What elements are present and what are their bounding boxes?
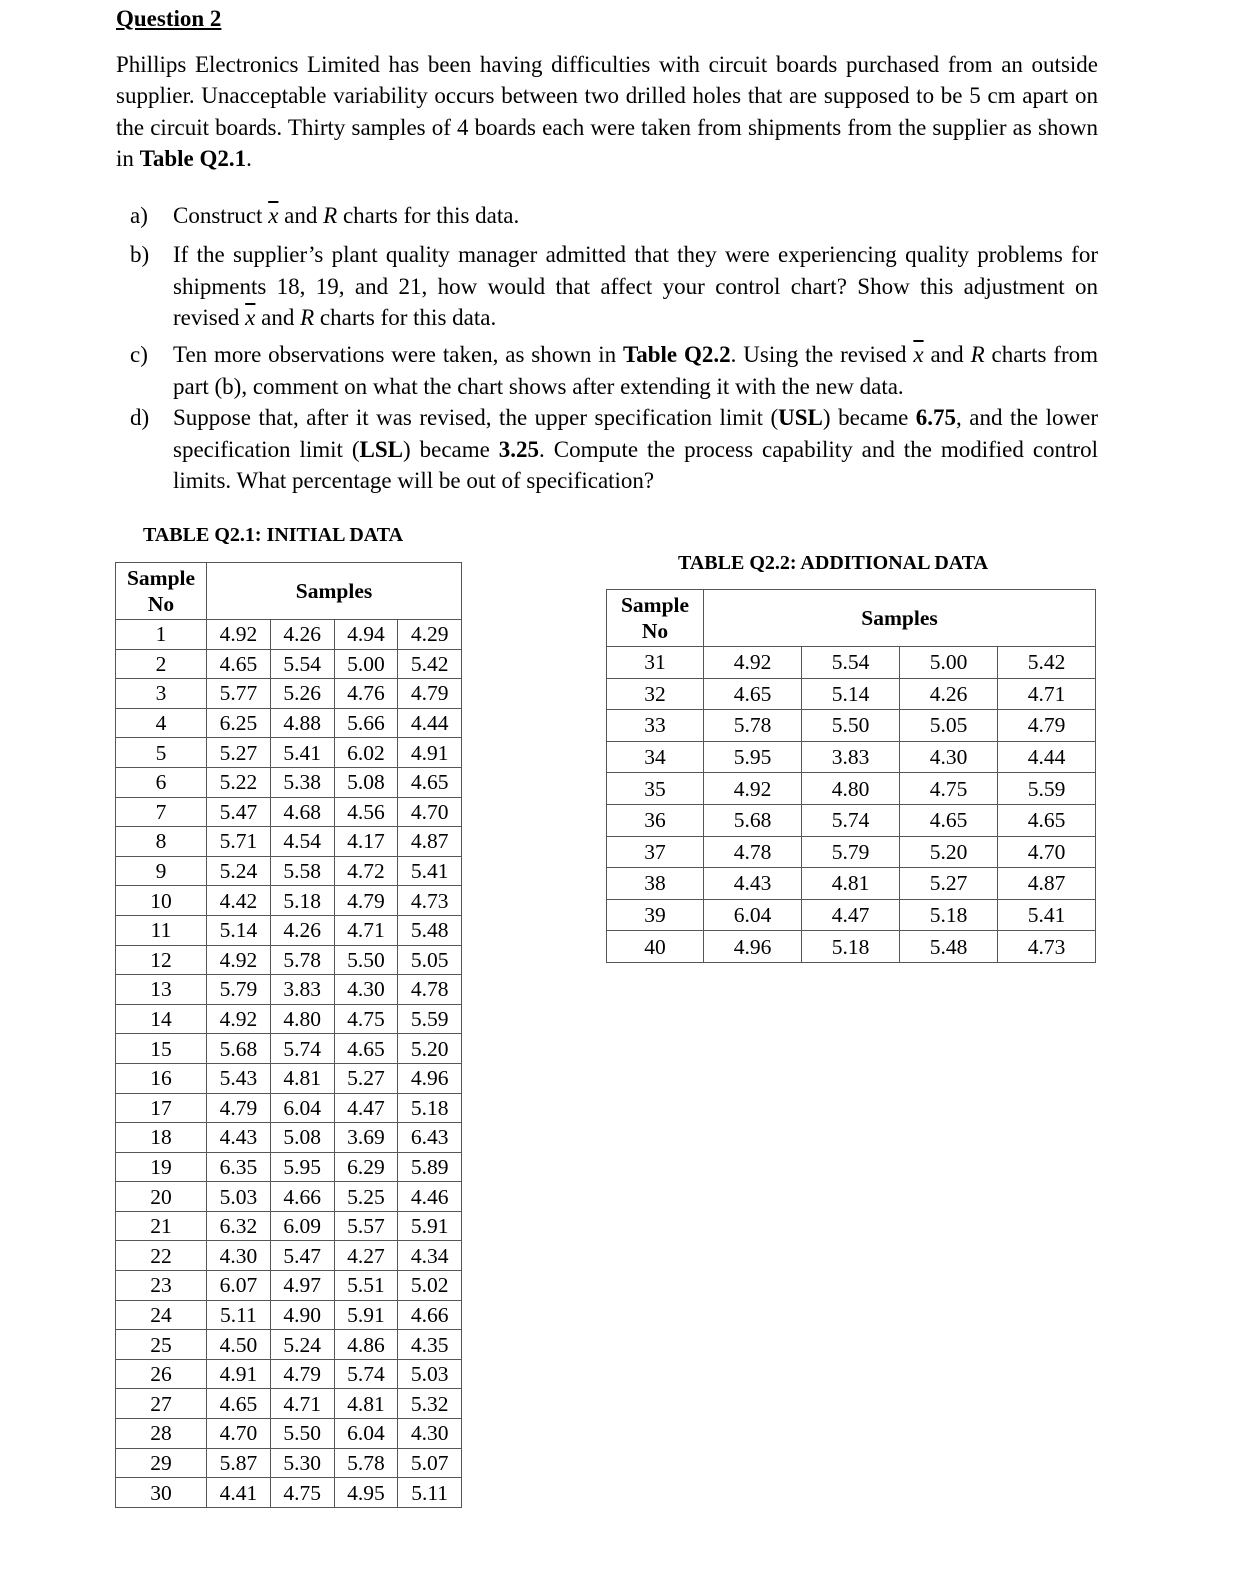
measurement-cell: 4.81 bbox=[270, 1063, 334, 1093]
sample-number: 10 bbox=[116, 886, 207, 916]
measurement-cell: 4.34 bbox=[398, 1241, 462, 1271]
sample-number: 15 bbox=[116, 1034, 207, 1064]
sample-number: 6 bbox=[116, 767, 207, 797]
table-row bbox=[116, 1063, 462, 1093]
measurement-cell: 5.07 bbox=[398, 1448, 462, 1478]
measurement-cell: 5.20 bbox=[398, 1034, 462, 1064]
measurement-cell: 4.78 bbox=[398, 975, 462, 1005]
text: ) became bbox=[403, 436, 499, 462]
measurement-cell: 4.80 bbox=[270, 1004, 334, 1034]
measurement-cell: 5.14 bbox=[207, 915, 271, 945]
table-row bbox=[607, 741, 1096, 773]
measurement-cell: 4.56 bbox=[334, 797, 398, 827]
measurement-cell: 4.65 bbox=[704, 678, 802, 710]
measurement-cell: 4.79 bbox=[207, 1093, 271, 1123]
measurement-cell: 5.42 bbox=[398, 649, 462, 679]
table-row bbox=[116, 679, 462, 709]
lsl-value: 3.25 bbox=[498, 436, 540, 462]
intro-end: . bbox=[246, 145, 252, 171]
sample-number: 19 bbox=[116, 1152, 207, 1182]
part-text bbox=[173, 239, 1098, 334]
measurement-cell: 5.95 bbox=[704, 741, 802, 773]
measurement-cell: 4.75 bbox=[334, 1004, 398, 1034]
sample-number: 40 bbox=[607, 931, 704, 963]
measurement-cell: 5.03 bbox=[398, 1359, 462, 1389]
intro-text: Phillips Electronics Limited has been having difficulties with circuit boards purchased from an outside supplier. Unacceptable variability occurs between two drilled holes that are supposed to be 5 cm apart on the circuit boards. Thirty samples of 4 boards each were taken from shipments from the supplier as shown in bbox=[116, 52, 1098, 171]
header-sample-no: Sample No bbox=[607, 590, 704, 647]
measurement-cell: 5.87 bbox=[207, 1448, 271, 1478]
measurement-cell: 5.43 bbox=[207, 1063, 271, 1093]
sample-number: 29 bbox=[116, 1448, 207, 1478]
text: charts for this data. bbox=[337, 203, 520, 228]
text: , and the lower specification limit ( bbox=[173, 405, 1098, 462]
text: . Using the revised bbox=[730, 342, 914, 367]
measurement-cell: 4.92 bbox=[207, 620, 271, 650]
table-row bbox=[116, 1359, 462, 1389]
part-label: d) bbox=[130, 405, 150, 430]
sample-number: 18 bbox=[116, 1123, 207, 1153]
measurement-cell: 5.42 bbox=[998, 647, 1096, 679]
sample-number: 24 bbox=[116, 1300, 207, 1330]
table-row bbox=[116, 975, 462, 1005]
measurement-cell: 4.65 bbox=[334, 1034, 398, 1064]
measurement-cell: 4.70 bbox=[398, 797, 462, 827]
measurement-cell: 6.02 bbox=[334, 738, 398, 768]
table-row bbox=[116, 945, 462, 975]
measurement-cell: 4.66 bbox=[270, 1182, 334, 1212]
question-part-c bbox=[130, 339, 1098, 402]
table-row bbox=[116, 1093, 462, 1123]
measurement-cell: 5.54 bbox=[270, 649, 334, 679]
part-text bbox=[173, 339, 1098, 402]
measurement-cell: 4.65 bbox=[207, 649, 271, 679]
measurement-cell: 5.18 bbox=[398, 1093, 462, 1123]
measurement-cell: 5.24 bbox=[207, 856, 271, 886]
usl-label: USL bbox=[778, 405, 823, 430]
sample-number: 25 bbox=[116, 1330, 207, 1360]
measurement-cell: 6.25 bbox=[207, 708, 271, 738]
measurement-cell: 4.26 bbox=[270, 620, 334, 650]
measurement-cell: 5.32 bbox=[398, 1389, 462, 1419]
measurement-cell: 4.92 bbox=[207, 1004, 271, 1034]
text: . Compute the process capability and the modified control limits. What percentage will be out of specification? bbox=[173, 436, 1098, 493]
measurement-cell: 5.48 bbox=[398, 915, 462, 945]
measurement-cell: 4.30 bbox=[207, 1241, 271, 1271]
table-row bbox=[116, 1004, 462, 1034]
measurement-cell: 4.30 bbox=[398, 1419, 462, 1449]
sample-number: 21 bbox=[116, 1211, 207, 1241]
table-row bbox=[116, 1182, 462, 1212]
table-row bbox=[116, 1034, 462, 1064]
measurement-cell: 4.65 bbox=[900, 804, 998, 836]
measurement-cell: 4.73 bbox=[998, 931, 1096, 963]
table-row bbox=[116, 649, 462, 679]
measurement-cell: 5.05 bbox=[398, 945, 462, 975]
measurement-cell: 4.43 bbox=[207, 1123, 271, 1153]
measurement-cell: 4.81 bbox=[802, 868, 900, 900]
measurement-cell: 4.79 bbox=[334, 886, 398, 916]
table-row bbox=[607, 773, 1096, 805]
measurement-cell: 5.74 bbox=[270, 1034, 334, 1064]
sample-number: 3 bbox=[116, 679, 207, 709]
measurement-cell: 5.11 bbox=[207, 1300, 271, 1330]
text: Construct bbox=[173, 203, 269, 228]
part-label: b) bbox=[130, 242, 150, 267]
measurement-cell: 4.97 bbox=[270, 1271, 334, 1301]
table-row bbox=[116, 1241, 462, 1271]
measurement-cell: 4.47 bbox=[334, 1093, 398, 1123]
measurement-cell: 4.79 bbox=[398, 679, 462, 709]
table-row bbox=[116, 1389, 462, 1419]
measurement-cell: 5.25 bbox=[334, 1182, 398, 1212]
measurement-cell: 4.27 bbox=[334, 1241, 398, 1271]
measurement-cell: 5.78 bbox=[704, 710, 802, 742]
measurement-cell: 4.90 bbox=[270, 1300, 334, 1330]
measurement-cell: 4.30 bbox=[334, 975, 398, 1005]
table-row bbox=[607, 868, 1096, 900]
sample-number: 28 bbox=[116, 1419, 207, 1449]
text: Ten more observations were taken, as shown in bbox=[173, 342, 624, 367]
measurement-cell: 4.71 bbox=[334, 915, 398, 945]
measurement-cell: 6.32 bbox=[207, 1211, 271, 1241]
measurement-cell: 4.80 bbox=[802, 773, 900, 805]
measurement-cell: 4.66 bbox=[398, 1300, 462, 1330]
sample-number: 11 bbox=[116, 915, 207, 945]
sample-number: 5 bbox=[116, 738, 207, 768]
r-symbol: R bbox=[970, 342, 985, 367]
measurement-cell: 4.54 bbox=[270, 827, 334, 857]
measurement-cell: 5.08 bbox=[270, 1123, 334, 1153]
measurement-cell: 4.71 bbox=[998, 678, 1096, 710]
measurement-cell: 5.74 bbox=[334, 1359, 398, 1389]
measurement-cell: 4.50 bbox=[207, 1330, 271, 1360]
measurement-cell: 5.27 bbox=[207, 738, 271, 768]
measurement-cell: 4.95 bbox=[334, 1478, 398, 1508]
table-row bbox=[116, 1123, 462, 1153]
sample-number: 37 bbox=[607, 836, 704, 868]
table-row bbox=[116, 856, 462, 886]
measurement-cell: 5.47 bbox=[207, 797, 271, 827]
measurement-cell: 4.26 bbox=[270, 915, 334, 945]
measurement-cell: 5.79 bbox=[802, 836, 900, 868]
part-label: a) bbox=[130, 203, 148, 228]
table2-caption: TABLE Q2.2: ADDITIONAL DATA bbox=[678, 552, 989, 574]
measurement-cell: 4.43 bbox=[704, 868, 802, 900]
measurement-cell: 5.05 bbox=[900, 710, 998, 742]
table-reference: Table Q2.1 bbox=[139, 145, 247, 171]
measurement-cell: 4.87 bbox=[998, 868, 1096, 900]
table-reference: Table Q2.2 bbox=[623, 342, 731, 367]
measurement-cell: 5.18 bbox=[802, 931, 900, 963]
initial-data-table bbox=[115, 562, 462, 1508]
measurement-cell: 5.02 bbox=[398, 1271, 462, 1301]
measurement-cell: 5.78 bbox=[334, 1448, 398, 1478]
sample-number: 14 bbox=[116, 1004, 207, 1034]
sample-number: 8 bbox=[116, 827, 207, 857]
measurement-cell: 4.70 bbox=[998, 836, 1096, 868]
measurement-cell: 5.18 bbox=[270, 886, 334, 916]
table-row bbox=[607, 710, 1096, 742]
table-row bbox=[116, 827, 462, 857]
sample-number: 12 bbox=[116, 945, 207, 975]
sample-number: 39 bbox=[607, 899, 704, 931]
sample-number: 27 bbox=[116, 1389, 207, 1419]
sample-number: 35 bbox=[607, 773, 704, 805]
measurement-cell: 5.48 bbox=[900, 931, 998, 963]
measurement-cell: 5.26 bbox=[270, 679, 334, 709]
measurement-cell: 6.07 bbox=[207, 1271, 271, 1301]
measurement-cell: 4.44 bbox=[398, 708, 462, 738]
sample-number: 36 bbox=[607, 804, 704, 836]
measurement-cell: 4.42 bbox=[207, 886, 271, 916]
table-row bbox=[116, 1478, 462, 1508]
measurement-cell: 6.04 bbox=[704, 899, 802, 931]
table-row bbox=[116, 620, 462, 650]
sample-number: 38 bbox=[607, 868, 704, 900]
xbar-symbol: $\overline{x}$ bbox=[913, 342, 924, 367]
measurement-cell: 5.78 bbox=[270, 945, 334, 975]
measurement-cell: 4.71 bbox=[270, 1389, 334, 1419]
question-part-a bbox=[130, 200, 1098, 232]
measurement-cell: 5.50 bbox=[334, 945, 398, 975]
measurement-cell: 5.27 bbox=[900, 868, 998, 900]
measurement-cell: 4.91 bbox=[207, 1359, 271, 1389]
sample-number: 4 bbox=[116, 708, 207, 738]
table-row bbox=[607, 899, 1096, 931]
sample-number: 7 bbox=[116, 797, 207, 827]
sample-number: 32 bbox=[607, 678, 704, 710]
measurement-cell: 5.38 bbox=[270, 767, 334, 797]
measurement-cell: 4.92 bbox=[704, 647, 802, 679]
xbar-symbol: $\overline{x}$ bbox=[268, 203, 279, 228]
measurement-cell: 5.77 bbox=[207, 679, 271, 709]
measurement-cell: 5.50 bbox=[802, 710, 900, 742]
measurement-cell: 3.83 bbox=[802, 741, 900, 773]
measurement-cell: 5.24 bbox=[270, 1330, 334, 1360]
usl-value: 6.75 bbox=[915, 405, 957, 430]
sample-number: 17 bbox=[116, 1093, 207, 1123]
part-text bbox=[173, 200, 1098, 232]
sample-number: 2 bbox=[116, 649, 207, 679]
table-row bbox=[116, 797, 462, 827]
measurement-cell: 4.96 bbox=[398, 1063, 462, 1093]
measurement-cell: 4.87 bbox=[398, 827, 462, 857]
measurement-cell: 4.26 bbox=[900, 678, 998, 710]
measurement-cell: 4.79 bbox=[998, 710, 1096, 742]
measurement-cell: 5.11 bbox=[398, 1478, 462, 1508]
measurement-cell: 5.41 bbox=[270, 738, 334, 768]
measurement-cell: 5.27 bbox=[334, 1063, 398, 1093]
sample-number: 23 bbox=[116, 1271, 207, 1301]
measurement-cell: 4.96 bbox=[704, 931, 802, 963]
r-symbol: R bbox=[300, 305, 315, 330]
lsl-label: LSL bbox=[359, 436, 403, 462]
table-row bbox=[116, 738, 462, 768]
measurement-cell: 5.91 bbox=[398, 1211, 462, 1241]
measurement-cell: 5.41 bbox=[398, 856, 462, 886]
measurement-cell: 4.91 bbox=[398, 738, 462, 768]
sample-number: 13 bbox=[116, 975, 207, 1005]
table-row bbox=[607, 931, 1096, 963]
text: and bbox=[255, 305, 301, 330]
measurement-cell: 5.00 bbox=[900, 647, 998, 679]
measurement-cell: 4.75 bbox=[900, 773, 998, 805]
measurement-cell: 4.46 bbox=[398, 1182, 462, 1212]
measurement-cell: 5.50 bbox=[270, 1419, 334, 1449]
measurement-cell: 4.72 bbox=[334, 856, 398, 886]
question-part-b bbox=[130, 239, 1098, 334]
measurement-cell: 6.04 bbox=[270, 1093, 334, 1123]
measurement-cell: 4.73 bbox=[398, 886, 462, 916]
measurement-cell: 5.58 bbox=[270, 856, 334, 886]
text: ) became bbox=[822, 405, 916, 430]
measurement-cell: 6.09 bbox=[270, 1211, 334, 1241]
sample-number: 26 bbox=[116, 1359, 207, 1389]
part-label: c) bbox=[130, 342, 148, 367]
table-row bbox=[116, 1271, 462, 1301]
measurement-cell: 4.65 bbox=[998, 804, 1096, 836]
measurement-cell: 5.71 bbox=[207, 827, 271, 857]
measurement-cell: 6.04 bbox=[334, 1419, 398, 1449]
measurement-cell: 5.66 bbox=[334, 708, 398, 738]
measurement-cell: 4.79 bbox=[270, 1359, 334, 1389]
measurement-cell: 4.76 bbox=[334, 679, 398, 709]
sample-number: 9 bbox=[116, 856, 207, 886]
measurement-cell: 5.51 bbox=[334, 1271, 398, 1301]
measurement-cell: 4.70 bbox=[207, 1419, 271, 1449]
table-row bbox=[116, 1419, 462, 1449]
measurement-cell: 4.44 bbox=[998, 741, 1096, 773]
table-row bbox=[116, 1211, 462, 1241]
measurement-cell: 4.35 bbox=[398, 1330, 462, 1360]
measurement-cell: 5.68 bbox=[704, 804, 802, 836]
measurement-cell: 6.29 bbox=[334, 1152, 398, 1182]
measurement-cell: 3.83 bbox=[270, 975, 334, 1005]
text: Suppose that, after it was revised, the upper specification limit ( bbox=[173, 405, 779, 430]
part-text bbox=[173, 402, 1098, 497]
measurement-cell: 5.89 bbox=[398, 1152, 462, 1182]
sample-number: 31 bbox=[607, 647, 704, 679]
measurement-cell: 4.47 bbox=[802, 899, 900, 931]
header-samples: Samples bbox=[207, 563, 462, 620]
table-row bbox=[116, 886, 462, 916]
measurement-cell: 6.35 bbox=[207, 1152, 271, 1182]
measurement-cell: 4.81 bbox=[334, 1389, 398, 1419]
measurement-cell: 5.18 bbox=[900, 899, 998, 931]
measurement-cell: 4.65 bbox=[207, 1389, 271, 1419]
table-row bbox=[116, 1448, 462, 1478]
header-samples: Samples bbox=[704, 590, 1096, 647]
text: charts from part (b), comment on what the chart shows after extending it with the new data. bbox=[173, 342, 1098, 399]
sample-number: 16 bbox=[116, 1063, 207, 1093]
measurement-cell: 4.92 bbox=[704, 773, 802, 805]
table-row bbox=[607, 836, 1096, 868]
measurement-cell: 5.54 bbox=[802, 647, 900, 679]
measurement-cell: 4.65 bbox=[398, 767, 462, 797]
text: and bbox=[923, 342, 971, 367]
measurement-cell: 5.03 bbox=[207, 1182, 271, 1212]
measurement-cell: 5.59 bbox=[998, 773, 1096, 805]
measurement-cell: 4.78 bbox=[704, 836, 802, 868]
measurement-cell: 5.57 bbox=[334, 1211, 398, 1241]
table-row bbox=[607, 804, 1096, 836]
measurement-cell: 5.08 bbox=[334, 767, 398, 797]
measurement-cell: 5.00 bbox=[334, 649, 398, 679]
intro-paragraph bbox=[116, 49, 1098, 174]
measurement-cell: 5.91 bbox=[334, 1300, 398, 1330]
measurement-cell: 4.68 bbox=[270, 797, 334, 827]
measurement-cell: 5.22 bbox=[207, 767, 271, 797]
sample-number: 22 bbox=[116, 1241, 207, 1271]
r-symbol: R bbox=[323, 203, 338, 228]
sample-number: 20 bbox=[116, 1182, 207, 1212]
question-title: Question 2 bbox=[116, 6, 222, 31]
measurement-cell: 4.86 bbox=[334, 1330, 398, 1360]
measurement-cell: 4.30 bbox=[900, 741, 998, 773]
measurement-cell: 4.29 bbox=[398, 620, 462, 650]
table-row bbox=[116, 1330, 462, 1360]
question-part-d bbox=[130, 402, 1098, 497]
measurement-cell: 5.68 bbox=[207, 1034, 271, 1064]
sample-number: 30 bbox=[116, 1478, 207, 1508]
sample-number: 1 bbox=[116, 620, 207, 650]
measurement-cell: 5.41 bbox=[998, 899, 1096, 931]
table-row bbox=[116, 1300, 462, 1330]
table-row bbox=[116, 915, 462, 945]
measurement-cell: 6.43 bbox=[398, 1123, 462, 1153]
sample-number: 33 bbox=[607, 710, 704, 742]
text: charts for this data. bbox=[314, 305, 497, 330]
table-row bbox=[116, 708, 462, 738]
sample-number: 34 bbox=[607, 741, 704, 773]
measurement-cell: 5.14 bbox=[802, 678, 900, 710]
table-row bbox=[116, 1152, 462, 1182]
measurement-cell: 4.17 bbox=[334, 827, 398, 857]
table1-caption: TABLE Q2.1: INITIAL DATA bbox=[143, 524, 404, 546]
measurement-cell: 4.75 bbox=[270, 1478, 334, 1508]
measurement-cell: 3.69 bbox=[334, 1123, 398, 1153]
measurement-cell: 5.30 bbox=[270, 1448, 334, 1478]
table-row bbox=[607, 647, 1096, 679]
measurement-cell: 5.79 bbox=[207, 975, 271, 1005]
measurement-cell: 5.95 bbox=[270, 1152, 334, 1182]
measurement-cell: 5.47 bbox=[270, 1241, 334, 1271]
additional-data-table bbox=[606, 589, 1096, 963]
measurement-cell: 5.74 bbox=[802, 804, 900, 836]
table-row bbox=[607, 678, 1096, 710]
measurement-cell: 5.59 bbox=[398, 1004, 462, 1034]
measurement-cell: 4.41 bbox=[207, 1478, 271, 1508]
measurement-cell: 4.94 bbox=[334, 620, 398, 650]
measurement-cell: 4.88 bbox=[270, 708, 334, 738]
table-row bbox=[116, 767, 462, 797]
text: If the supplier’s plant quality manager admitted that they were experiencing quality problems for shipments 18, 19, and 21, how would that affect your control chart? Show this adjustment on revised bbox=[173, 242, 1098, 330]
header-sample-no: Sample No bbox=[116, 563, 207, 620]
measurement-cell: 5.20 bbox=[900, 836, 998, 868]
xbar-symbol: $\overline{x}$ bbox=[245, 305, 256, 330]
measurement-cell: 4.92 bbox=[207, 945, 271, 975]
text: and bbox=[278, 203, 324, 228]
